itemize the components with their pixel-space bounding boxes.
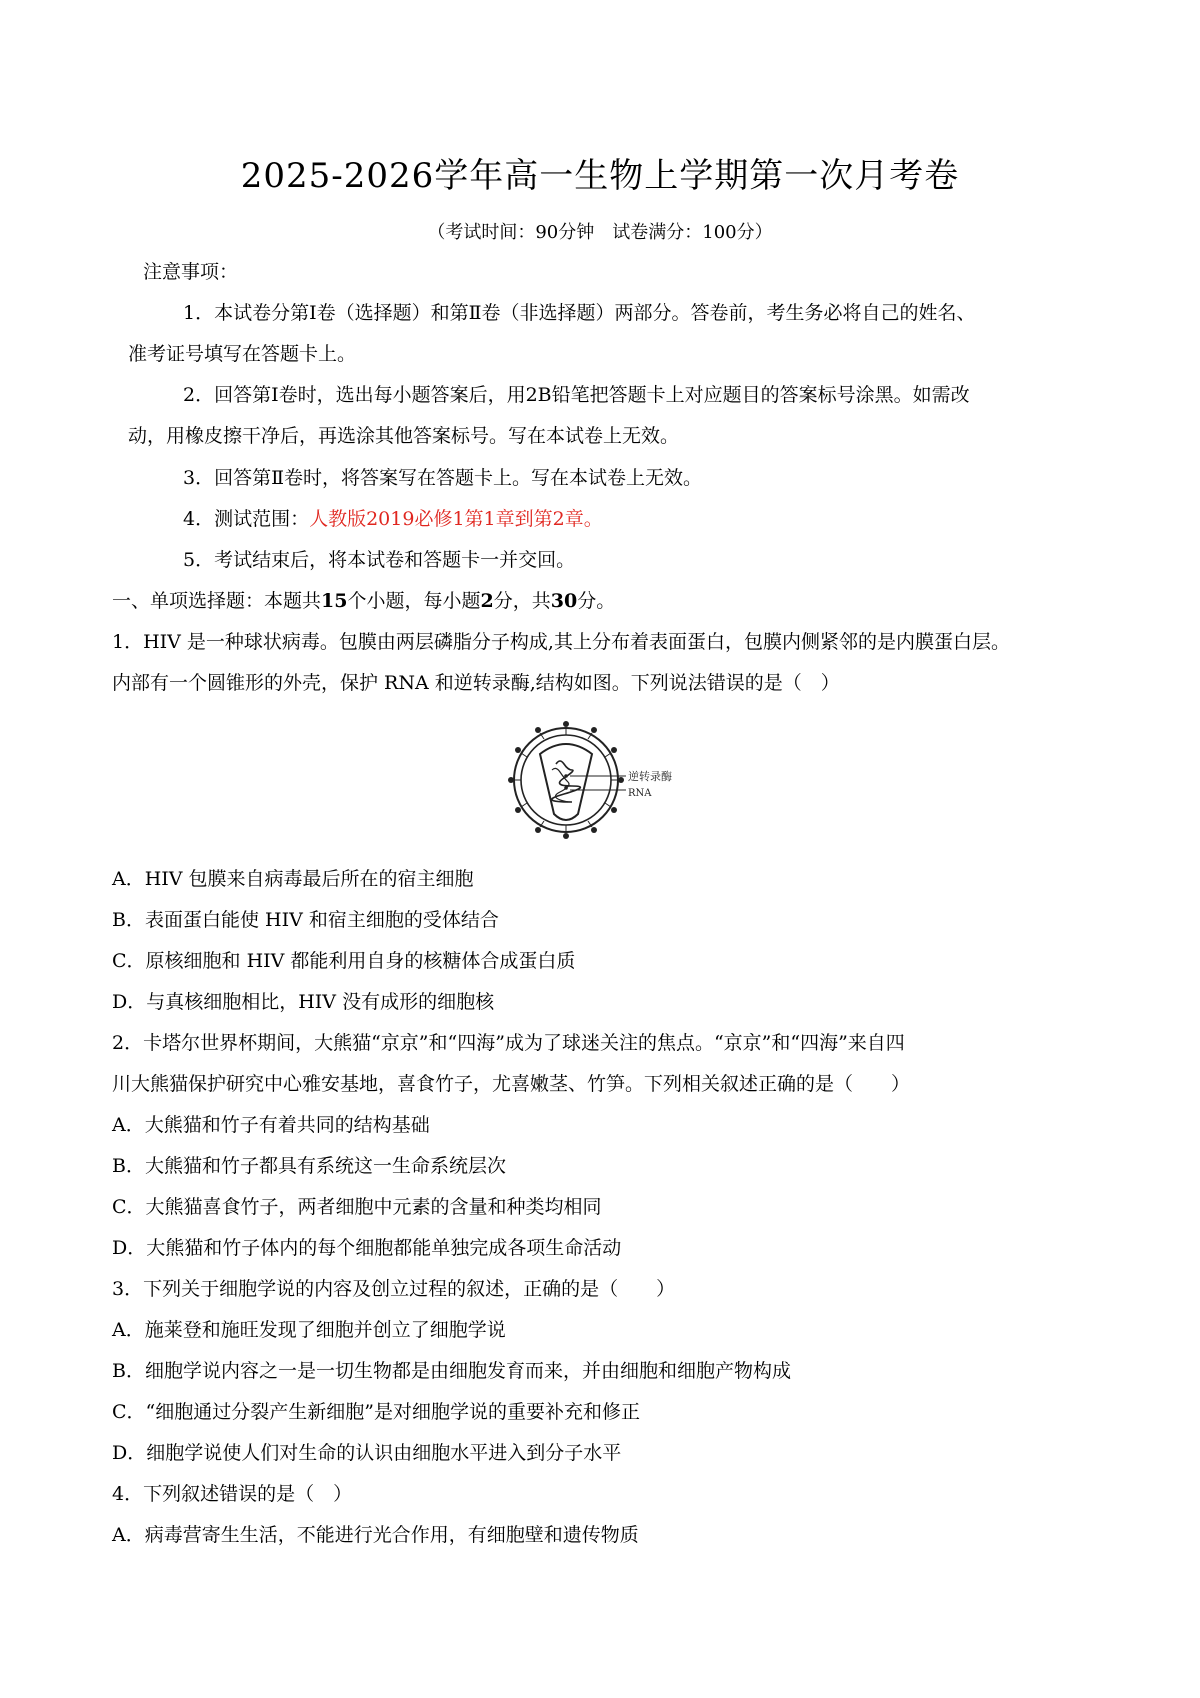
section-heading-text-b: 个小题，每小题	[347, 590, 481, 612]
q2-stem-line-1: 2．卡塔尔世界杯期间，大熊猫“京京”和“四海”成为了球迷关注的焦点。“京京”和“四海”来自四	[112, 1032, 905, 1054]
q3-option-b: B．细胞学说内容之一是一切生物都是由细胞发育而来，并由细胞和细胞产物构成	[112, 1360, 791, 1382]
q4-stem: 4．下列叙述错误的是（ ）	[112, 1483, 353, 1505]
section-heading	[112, 587, 615, 615]
q2-option-c: C．大熊猫喜食竹子，两者细胞中元素的含量和种类均相同	[112, 1196, 602, 1218]
notice-item-3: 3．回答第Ⅱ卷时，将答案写在答题卡上。写在本试卷上无效。	[183, 467, 703, 489]
points-total: 30	[550, 590, 578, 612]
notice-item-1-line-2: 准考证号填写在答题卡上。	[128, 343, 357, 365]
question-count: 15	[321, 590, 348, 612]
test-scope: 人教版2019必修1第1章到第2章。	[309, 508, 603, 530]
q1-stem-line-2: 内部有一个圆锥形的外壳，保护 RNA 和逆转录酶,结构如图。下列说法错误的是（ ）	[112, 672, 840, 694]
section-heading-text-c: 分，共	[493, 590, 551, 612]
notice-item-4	[183, 505, 603, 533]
q1-option-c: C．原核细胞和 HIV 都能利用自身的核糖体合成蛋白质	[112, 950, 576, 972]
q2-option-b: B．大熊猫和竹子都具有系统这一生命系统层次	[112, 1155, 506, 1177]
points-each: 2	[480, 590, 494, 612]
section-heading-text-d: 分。	[577, 590, 616, 612]
q3-option-c: C．“细胞通过分裂产生新细胞”是对细胞学说的重要补充和修正	[112, 1401, 640, 1423]
notice-item-2-line-2: 动，用橡皮擦干净后，再选涂其他答案标号。写在本试卷上无效。	[128, 425, 680, 447]
q1-option-a: A．HIV 包膜来自病毒最后所在的宿主细胞	[112, 868, 474, 890]
notice-item-2-line-1: 2．回答第Ⅰ卷时，选出每小题答案后，用2B铅笔把答题卡上对应题目的答案标号涂黑。如需改	[183, 384, 970, 406]
figure-label-reverse-transcriptase: 逆转录酶	[628, 770, 672, 783]
q1-option-d: D．与真核细胞相比，HIV 没有成形的细胞核	[112, 991, 495, 1013]
q1-stem-line-1: 1．HIV 是一种球状病毒。包膜由两层磷脂分子构成,其上分布着表面蛋白，包膜内侧紧邻的是内膜蛋白层。	[112, 631, 1010, 653]
notice-heading: 注意事项：	[143, 261, 239, 283]
notice-item-5: 5．考试结束后，将本试卷和答题卡一并交回。	[183, 549, 576, 571]
q2-stem-line-2: 川大熊猫保护研究中心雅安基地，喜食竹子，尤喜嫩茎、竹笋。下列相关叙述正确的是（ ）	[112, 1073, 911, 1095]
q2-option-d: D．大熊猫和竹子体内的每个细胞都能单独完成各项生命活动	[112, 1237, 622, 1259]
notice-item-4-prefix: 4．测试范围：	[183, 508, 310, 530]
q4-option-a: A．病毒营寄生生活，不能进行光合作用，有细胞壁和遗传物质	[112, 1524, 639, 1546]
q3-stem: 3．下列关于细胞学说的内容及创立过程的叙述，正确的是（ ）	[112, 1278, 676, 1300]
section-heading-text-a: 一、单项选择题：本题共	[112, 590, 322, 612]
hiv-structure-diagram	[500, 718, 700, 843]
notice-item-1-line-1: 1．本试卷分第Ⅰ卷（选择题）和第Ⅱ卷（非选择题）两部分。答卷前，考生务必将自己的姓名、	[183, 302, 976, 324]
figure-label-rna: RNA	[628, 788, 652, 799]
q3-option-a: A．施莱登和施旺发现了细胞并创立了细胞学说	[112, 1319, 506, 1341]
q1-option-b: B．表面蛋白能使 HIV 和宿主细胞的受体结合	[112, 909, 499, 931]
exam-info: （考试时间：90分钟 试卷满分：100分）	[427, 222, 773, 243]
q2-option-a: A．大熊猫和竹子有着共同的结构基础	[112, 1114, 430, 1136]
page-title: 2025-2026学年高一生物上学期第一次月考卷	[240, 156, 960, 196]
q3-option-d: D．细胞学说使人们对生命的认识由细胞水平进入到分子水平	[112, 1442, 622, 1464]
